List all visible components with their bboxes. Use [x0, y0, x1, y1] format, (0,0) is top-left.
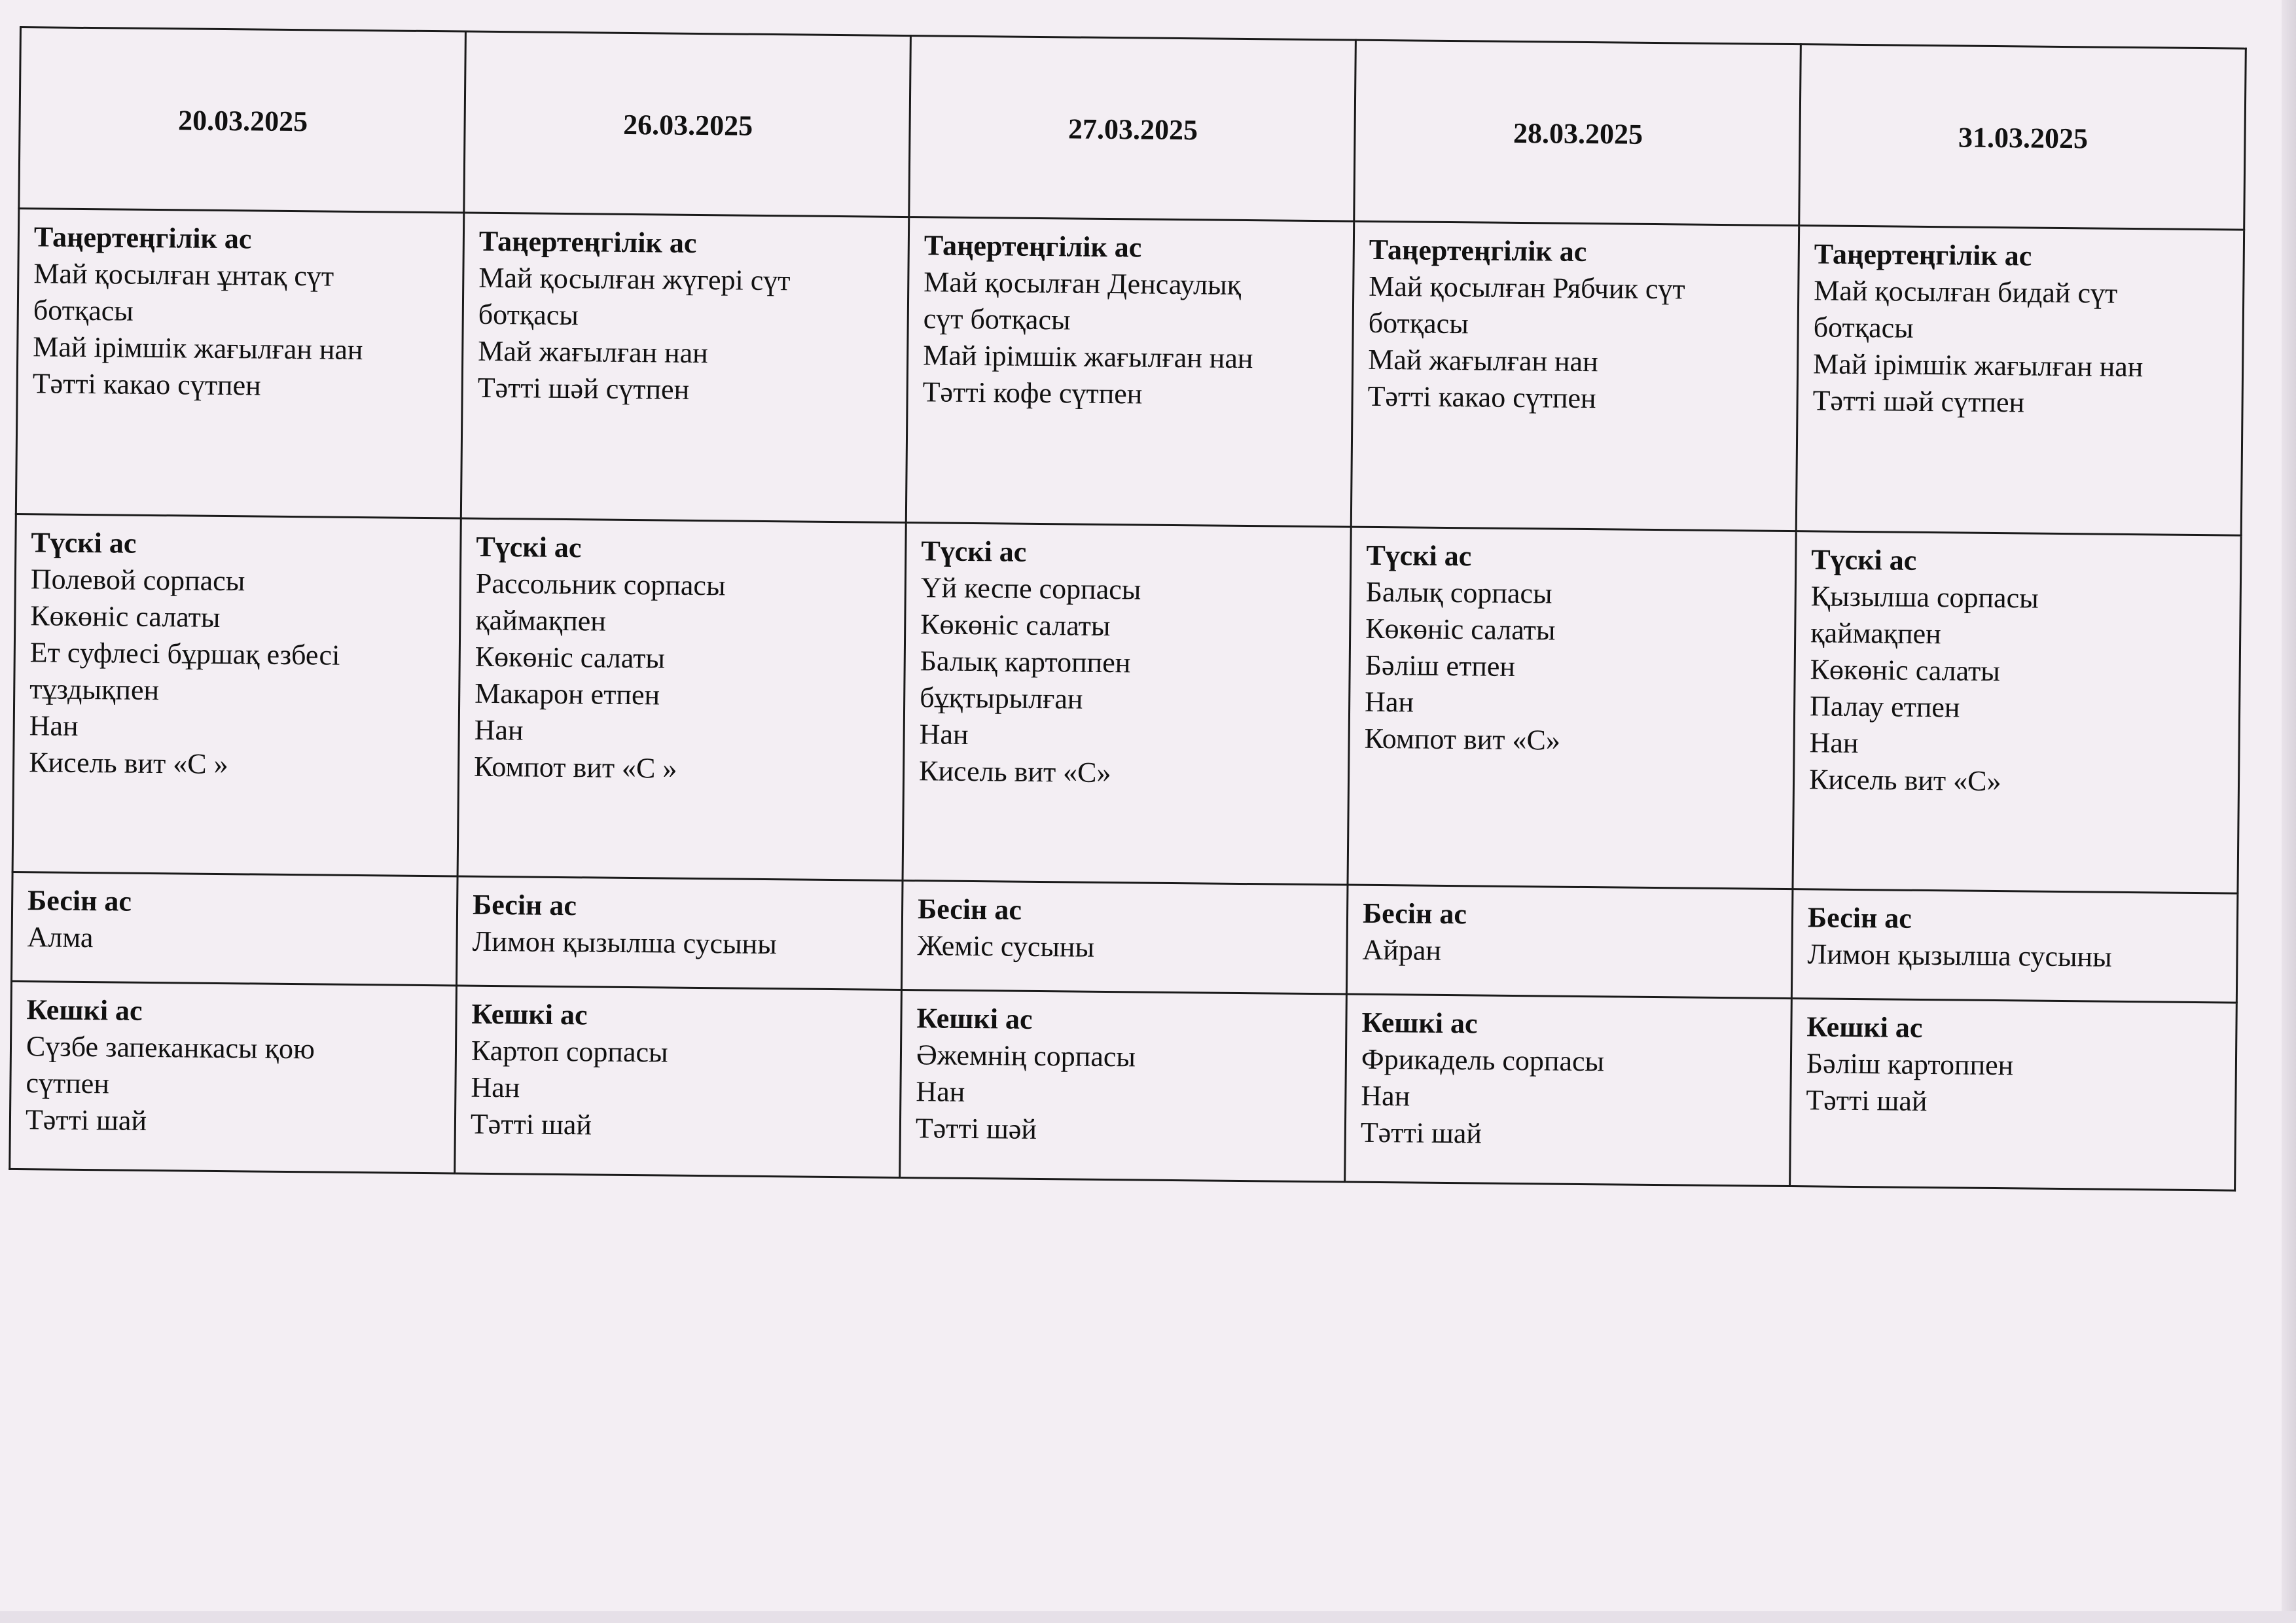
lunch-cell [903, 523, 1351, 885]
dish-line: ботқасы [33, 294, 134, 327]
dish-line: Рассольник сорпасы [475, 567, 726, 602]
dish-line: тұздықпен [29, 673, 160, 707]
dish-line: Тәтті шәй [915, 1112, 1037, 1145]
meal-title: Таңертеңгілік ас [33, 221, 252, 255]
meal-title: Таңертеңгілік ас [1369, 233, 1587, 268]
scan-edge [2282, 0, 2296, 1623]
dish-line: Компот вит «С » [473, 750, 677, 785]
dish-line: Май жағылған нан [478, 334, 708, 370]
meal-title: Кешкі ас [1806, 1010, 1923, 1044]
meal-title: Бесін ас [917, 893, 1022, 926]
dish-line: Нан [474, 713, 524, 747]
meal-title: Таңертеңгілік ас [1814, 238, 2032, 272]
meal-title: Бесін ас [1807, 901, 1912, 935]
dish-line: Май қосылған Денсаулық [924, 266, 1242, 301]
dish-line: Балық картоппен [920, 645, 1131, 679]
dish-line: сүтпен [26, 1067, 110, 1100]
dish-line: Қызылша сорпасы [1810, 580, 2039, 615]
dish-line: Май қосылған ұнтақ сүт [33, 257, 334, 293]
breakfast-cell [906, 217, 1354, 527]
dish-line: Полевой сорпасы [30, 563, 245, 597]
breakfast-cell [461, 213, 908, 523]
meal-title: Кешкі ас [1361, 1006, 1478, 1040]
dinner-cell [1790, 999, 2237, 1191]
dish-line: Тәтті шәй сүтпен [477, 371, 690, 406]
meal-title: Таңертеңгілік ас [924, 229, 1142, 264]
dish-line: Картоп сорпасы [471, 1034, 668, 1069]
dish-line: Тәтті шай [1806, 1084, 1928, 1118]
meal-title: Бесін ас [27, 884, 132, 918]
dish-line: Нан [1809, 726, 1859, 760]
dish-line: Кисель вит «С» [1808, 763, 2001, 798]
snack-cell [456, 876, 903, 990]
dish-line: Әжемнің сорпасы [916, 1039, 1136, 1073]
dish-line: Лимон қызылша сусыны [1807, 938, 2112, 973]
dish-line: Көкөніс салаты [1365, 612, 1556, 647]
snack-cell [1791, 889, 2238, 1003]
dish-line: Көкөніс салаты [30, 599, 221, 633]
dish-line: Ет суфлесі бұршақ езбесі [29, 636, 340, 671]
dish-line: Фрикадель сорпасы [1361, 1043, 1605, 1078]
dish-line: Тәтті кофе сүтпен [922, 376, 1143, 410]
menu-sheet [8, 26, 2244, 1245]
dish-line: Нан [1361, 1079, 1410, 1113]
date-header-cell: 28.03.2025 [1354, 40, 1801, 226]
meal-title: Бесін ас [472, 888, 577, 922]
lunch-row [12, 514, 2241, 893]
dish-line: Тәтті какао сүтпен [32, 367, 261, 402]
dish-line: Нан [916, 1075, 965, 1108]
dish-line: Бәліш картоппен [1806, 1047, 2014, 1082]
dish-line: Май қосылған жүгері сүт [478, 261, 791, 297]
scan-edge [0, 1611, 2296, 1623]
dish-line: ботқасы [478, 298, 579, 332]
dish-line: Алма [27, 921, 94, 954]
dish-line: Нан [919, 718, 969, 751]
dish-line: Балық сорпасы [1365, 575, 1552, 610]
meal-title: Кешкі ас [916, 1002, 1033, 1035]
dinner-row [10, 981, 2237, 1190]
dish-line: Көкөніс салаты [1810, 653, 2001, 688]
dinner-cell [1345, 994, 1792, 1186]
dish-line: Тәтті шай [1360, 1116, 1482, 1150]
date-header-cell: 27.03.2025 [909, 36, 1356, 222]
dish-line: Тәтті шай [25, 1103, 147, 1137]
meal-title: Түскі ас [476, 530, 582, 564]
dish-line: Бәліш етпен [1365, 649, 1516, 683]
dish-line: Жеміс сусыны [917, 929, 1095, 963]
dish-line: Үй кеспе сорпасы [920, 571, 1141, 606]
meal-title: Кешкі ас [471, 997, 588, 1031]
breakfast-cell [1796, 226, 2244, 536]
dish-line: Кисель вит «С» [918, 755, 1111, 789]
dish-line: Сүзбе запеканкасы қою [26, 1030, 315, 1065]
meal-title: Кешкі ас [26, 993, 143, 1027]
date-header-row [19, 27, 2246, 230]
dish-line: Тәтті шәй сүтпен [1812, 384, 2025, 419]
weekly-menu-table [9, 26, 2247, 1192]
dish-line: Кисель вит «С » [28, 746, 228, 781]
breakfast-cell [1351, 221, 1799, 531]
dish-line: қаймақпен [475, 603, 607, 637]
meal-title: Түскі ас [1366, 539, 1472, 573]
dinner-cell [455, 986, 902, 1178]
date-header-cell: 31.03.2025 [1799, 45, 2246, 230]
dish-line: қаймақпен [1810, 616, 1941, 651]
dish-line: Макарон етпен [475, 677, 660, 711]
dish-line: Тәтті какао сүтпен [1367, 380, 1596, 415]
dish-line: Май ірімшік жағылған нан [33, 330, 363, 366]
meal-title: Бесін ас [1362, 897, 1467, 931]
breakfast-cell [16, 209, 463, 519]
lunch-cell [1793, 531, 2241, 894]
dish-line: Палау етпен [1809, 690, 1960, 724]
snack-cell [11, 872, 457, 986]
dish-line: Нан [1364, 685, 1414, 719]
meal-title: Таңертеңгілік ас [478, 224, 697, 259]
breakfast-row [16, 209, 2244, 536]
dish-line: Айран [1362, 933, 1442, 967]
dish-line: Көкөніс салаты [475, 640, 666, 675]
dish-line: Май ірімшік жағылған нан [1812, 348, 2144, 383]
lunch-cell [1348, 527, 1796, 889]
date-header-cell: 26.03.2025 [464, 31, 911, 217]
dish-line: Компот вит «С» [1364, 722, 1561, 757]
lunch-cell [12, 514, 461, 876]
dish-line: бұқтырылған [919, 681, 1083, 715]
dinner-cell [900, 990, 1347, 1183]
dish-line: Май жағылған нан [1367, 343, 1598, 378]
date-header-cell: 20.03.2025 [19, 27, 466, 213]
dish-line: Май қосылған Рябчик сүт [1369, 270, 1685, 306]
dinner-cell [10, 981, 457, 1173]
snack-row [11, 872, 2237, 1003]
meal-title: Түскі ас [921, 535, 1027, 568]
dish-line: Тәтті шай [470, 1107, 592, 1141]
dish-line: Май қосылған бидай сүт [1814, 274, 2118, 310]
snack-cell [1346, 885, 1793, 999]
dish-line: ботқасы [1368, 306, 1469, 340]
meal-title: Түскі ас [31, 526, 137, 560]
dish-line: сүт ботқасы [923, 302, 1071, 336]
dish-line: Лимон қызылша сусыны [472, 925, 778, 961]
dish-line: Нан [471, 1071, 520, 1104]
dish-line: Көкөніс салаты [920, 608, 1111, 643]
dish-line: Май ірімшік жағылған нан [923, 339, 1253, 375]
snack-cell [901, 881, 1348, 995]
lunch-cell [457, 518, 906, 881]
dish-line: Нан [29, 709, 79, 742]
dish-line: ботқасы [1813, 311, 1914, 344]
meal-title: Түскі ас [1811, 543, 1917, 577]
